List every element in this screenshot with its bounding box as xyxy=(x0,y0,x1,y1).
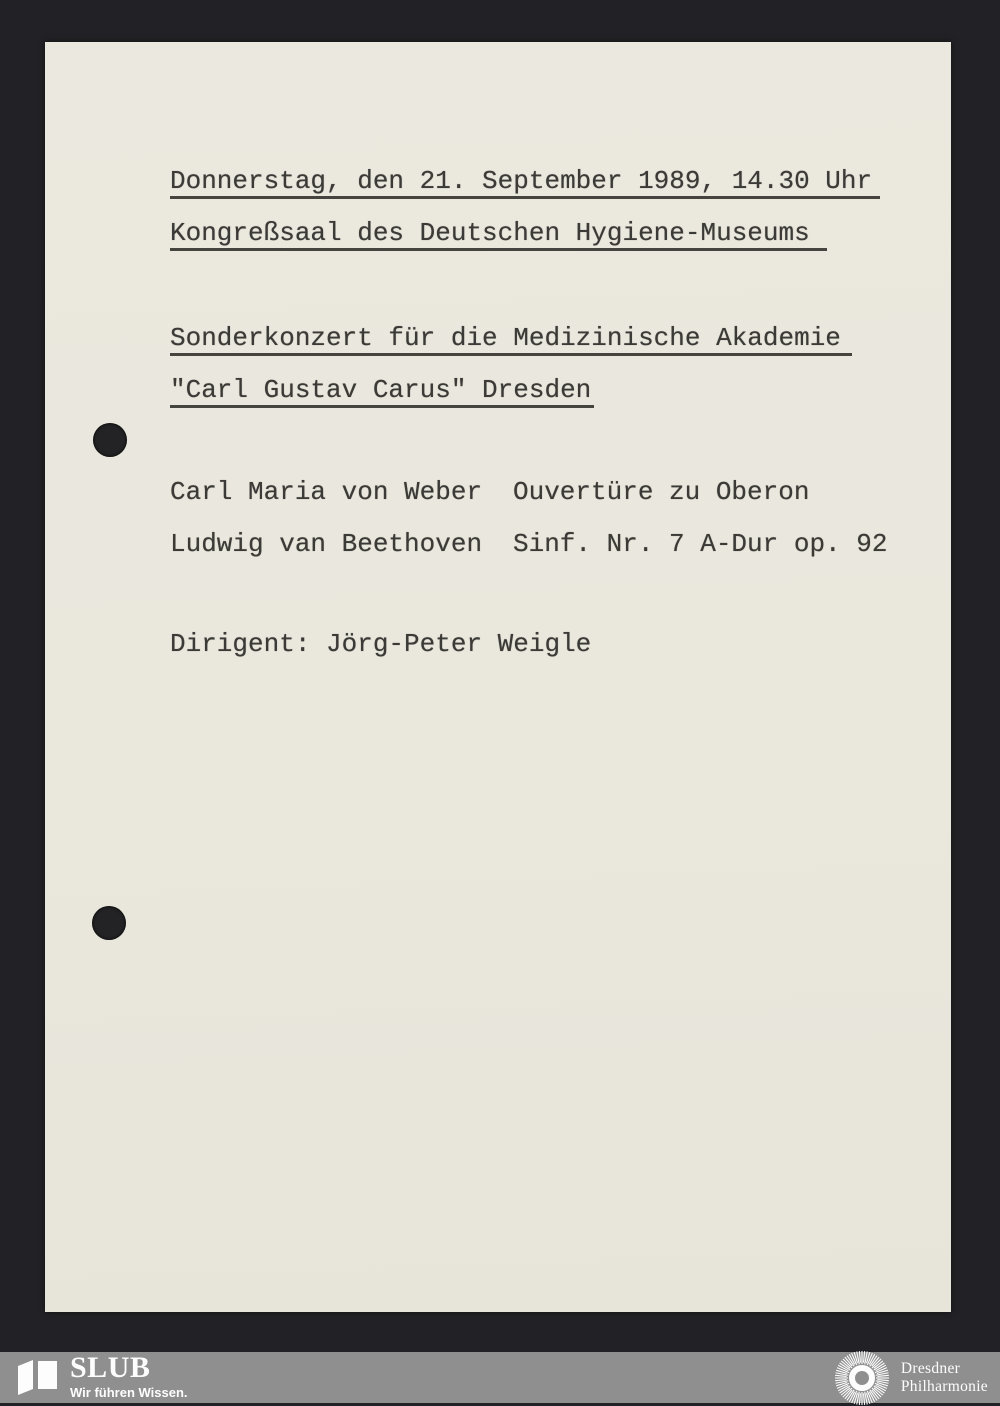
program-row xyxy=(170,529,930,581)
starburst-icon xyxy=(834,1350,890,1406)
philharmonie-name-line2: Philharmonie xyxy=(900,1377,988,1395)
work-title: Sinf. Nr. 7 A-Dur op. 92 xyxy=(513,529,888,559)
program-row xyxy=(170,477,930,529)
venue-line: Kongreßsaal des Deutschen Hygiene-Museums xyxy=(170,218,930,270)
slub-logo xyxy=(0,1351,188,1400)
scanned-concert-program-page xyxy=(45,42,951,1312)
slub-wordmark xyxy=(70,1351,188,1400)
open-book-icon xyxy=(17,1359,59,1395)
typewritten-text-block xyxy=(170,166,930,681)
spacer xyxy=(170,270,930,323)
conductor-line: Dirigent: Jörg-Peter Weigle xyxy=(170,629,592,659)
punch-hole-top xyxy=(93,423,127,457)
event-title-line-2: "Carl Gustav Carus" Dresden xyxy=(170,375,930,427)
punch-hole-bottom xyxy=(92,906,126,940)
viewer-footer-bar xyxy=(0,1352,1000,1403)
spacer xyxy=(170,581,930,629)
event-title-line-1: Sonderkonzert für die Medizinische Akademie xyxy=(170,323,930,375)
composer-name: Ludwig van Beethoven xyxy=(170,529,483,559)
philharmonie-name-line1: Dresdner xyxy=(900,1359,961,1377)
slub-tagline: Wir führen Wissen. xyxy=(70,1385,188,1400)
dresdner-philharmonie-logo xyxy=(834,1350,1000,1406)
work-title: Ouvertüre zu Oberon xyxy=(513,477,810,507)
date-time-line: Donnerstag, den 21. September 1989, 14.30 Uhr xyxy=(170,166,930,218)
philharmonie-wordmark xyxy=(901,1360,988,1396)
spacer xyxy=(170,427,930,477)
slub-name: SLUB xyxy=(70,1351,151,1384)
composer-name: Carl Maria von Weber xyxy=(170,477,483,507)
